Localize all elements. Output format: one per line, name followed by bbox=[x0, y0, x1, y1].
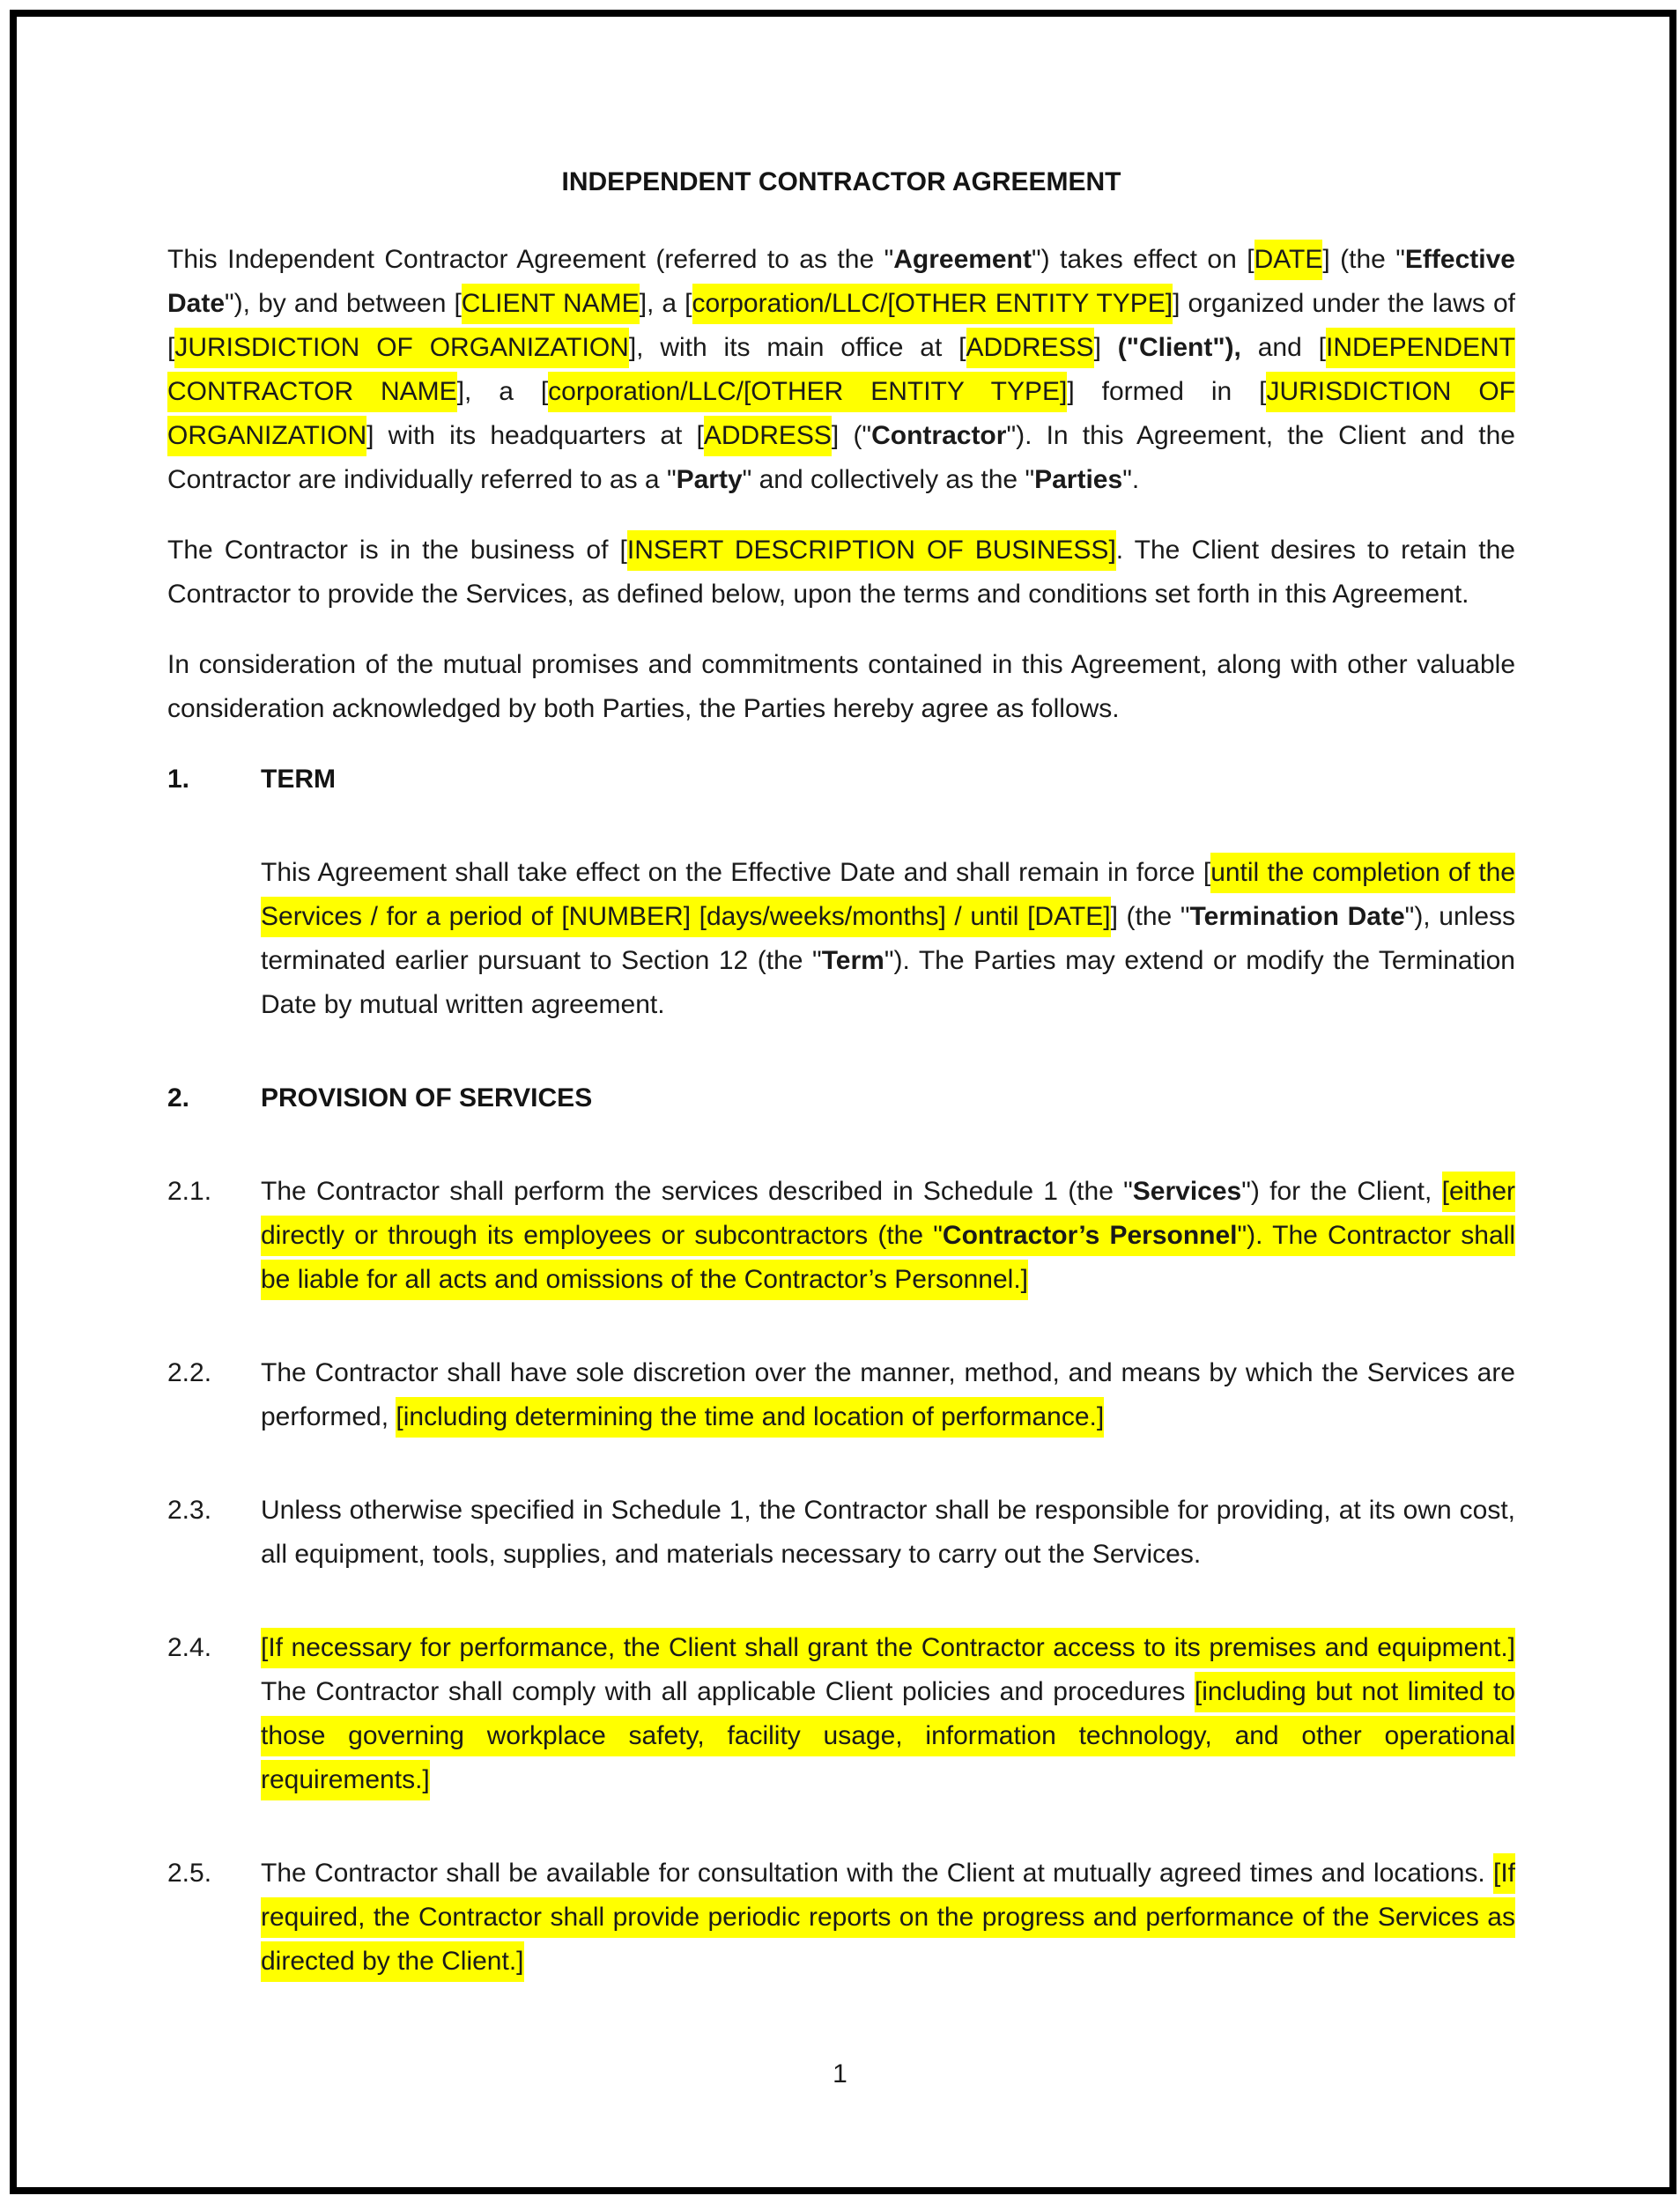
text-run: "). In this Agreement, the Client and the Contractor are individually referred to as a " bbox=[167, 421, 1515, 494]
text-run: ], a [ bbox=[456, 377, 549, 406]
clause-2-1 bbox=[167, 1170, 1515, 1302]
clause-number: 2.2. bbox=[167, 1358, 212, 1387]
clause-2-5 bbox=[167, 1852, 1515, 1984]
document-body bbox=[167, 238, 1515, 1984]
placeholder-highlight: Contractor’s Personnel bbox=[943, 1216, 1238, 1256]
text-run: "), unless terminated earlier pursuant to Section 12 (the " bbox=[261, 902, 1516, 975]
text-run: ] with its headquarters at [ bbox=[366, 421, 704, 450]
placeholder-highlight: "). The Contractor shall be liable for all acts and omissions of the Contractor’s Personnel.] bbox=[261, 1216, 1515, 1300]
text-run: The Contractor is in the business of [ bbox=[167, 536, 627, 565]
text-run: This Independent Contractor Agreement (referred to as the " bbox=[167, 245, 894, 274]
text-run: Party bbox=[676, 465, 743, 494]
placeholder-highlight: DATE bbox=[1254, 240, 1323, 280]
text-run: Services bbox=[1132, 1177, 1242, 1206]
text-run: In consideration of the mutual promises and commitments contained in this Agreement, along with other valuable consideration acknowledged by both Parties, the Parties hereby agree as follows. bbox=[167, 650, 1515, 723]
text-run: Effective Date bbox=[167, 245, 1515, 318]
text-run: The Contractor shall comply with all applicable Client policies and procedures bbox=[261, 1677, 1195, 1706]
text-run: Termination Date bbox=[1189, 902, 1405, 931]
text-run: The Contractor shall be available for consultation with the Client at mutually agreed times and locations. bbox=[261, 1859, 1493, 1888]
text-run: Parties bbox=[1034, 465, 1123, 494]
text-run: "). The Parties may extend or modify the Termination Date by mutual written agreement. bbox=[261, 946, 1515, 1019]
text-run: This Agreement shall take effect on the Effective Date and shall remain in force [ bbox=[261, 858, 1211, 887]
text-run: Agreement bbox=[893, 245, 1032, 274]
clause-text bbox=[261, 1170, 1515, 1302]
clause-text bbox=[261, 1626, 1515, 1802]
clause-2-4 bbox=[167, 1626, 1515, 1802]
text-run: ] organized under the laws of [ bbox=[167, 289, 1516, 362]
text-run: Term bbox=[821, 946, 884, 975]
placeholder-highlight: [If required, the Contractor shall provide periodic reports on the progress and performance of the Services as directed by the Client.] bbox=[261, 1853, 1515, 1982]
text-run: ] formed in [ bbox=[1067, 377, 1267, 406]
clause-text bbox=[261, 1489, 1515, 1577]
section-number: 1. bbox=[167, 765, 190, 794]
intro-paragraph bbox=[167, 238, 1515, 502]
text-run: ], with its main office at [ bbox=[628, 333, 966, 362]
placeholder-highlight: [If necessary for performance, the Client shall grant the Contractor access to its premises and equipment.] bbox=[261, 1628, 1515, 1668]
text-run: ". bbox=[1122, 465, 1140, 494]
section-number: 2. bbox=[167, 1083, 190, 1113]
placeholder-highlight: JURISDICTION OF ORGANIZATION bbox=[174, 328, 628, 368]
placeholder-highlight: ADDRESS bbox=[704, 416, 832, 456]
clause-number: 2.5. bbox=[167, 1859, 212, 1888]
clause-number: 2.3. bbox=[167, 1496, 212, 1525]
section-1-term bbox=[167, 758, 1515, 802]
section-heading-label: PROVISION OF SERVICES bbox=[261, 1083, 593, 1113]
placeholder-highlight: corporation/LLC/[OTHER ENTITY TYPE] bbox=[548, 372, 1067, 412]
document-title: INDEPENDENT CONTRACTOR AGREEMENT bbox=[561, 167, 1121, 196]
page-number: 1 bbox=[833, 2059, 847, 2088]
clause-number: 2.1. bbox=[167, 1177, 212, 1206]
document-content bbox=[167, 166, 1515, 1984]
placeholder-highlight: [either directly or through its employees or subcontractors (the " bbox=[261, 1172, 1515, 1256]
placeholder-highlight: INDEPENDENT CONTRACTOR NAME bbox=[167, 328, 1515, 412]
clause-2-3 bbox=[167, 1489, 1515, 1577]
text-run: and [ bbox=[1240, 333, 1326, 362]
text-run: " and collectively as the " bbox=[742, 465, 1035, 494]
section-heading-label: TERM bbox=[261, 765, 336, 794]
text-run: "), by and between [ bbox=[225, 289, 462, 318]
placeholder-highlight: [including determining the time and location of performance.] bbox=[396, 1397, 1104, 1438]
text-run: . The Client desires to retain the Contractor to provide the Services, as defined below, upon the terms and conditions set forth in this Agreement. bbox=[167, 536, 1515, 609]
section-2-provision-of-services bbox=[167, 1076, 1515, 1120]
placeholder-highlight: corporation/LLC/[OTHER ENTITY TYPE] bbox=[692, 284, 1173, 324]
text-run: ] bbox=[1093, 333, 1118, 362]
consideration-paragraph bbox=[167, 643, 1515, 731]
text-run: ], a [ bbox=[639, 289, 692, 318]
term-clause bbox=[261, 851, 1515, 1027]
text-run: The Contractor shall perform the services described in Schedule 1 (the " bbox=[261, 1177, 1133, 1206]
text-run: ("Client"), bbox=[1117, 333, 1241, 362]
text-run: ") takes effect on [ bbox=[1031, 245, 1254, 274]
text-run: ] (the " bbox=[1110, 902, 1190, 931]
placeholder-highlight: JURISDICTION OF ORGANIZATION bbox=[167, 372, 1515, 456]
clause-number: 2.4. bbox=[167, 1633, 212, 1662]
text-run: Unless otherwise specified in Schedule 1, the Contractor shall be responsible for providing, at its own cost, all equipment, tools, supplies, and materials necessary to carry out the Services. bbox=[261, 1496, 1515, 1569]
text-run: ] (" bbox=[831, 421, 872, 450]
clause-text bbox=[261, 1852, 1515, 1984]
placeholder-highlight: INSERT DESCRIPTION OF BUSINESS] bbox=[627, 530, 1116, 571]
text-run: Contractor bbox=[871, 421, 1007, 450]
placeholder-highlight: until the completion of the Services / for a period of [NUMBER] [days/weeks/months] / until [DATE] bbox=[261, 853, 1515, 937]
text-run: The Contractor shall have sole discretion over the manner, method, and means by which the Services are performed, bbox=[261, 1358, 1515, 1431]
placeholder-highlight: [including but not limited to those governing workplace safety, facility usage, information technology, and other operational requirements.] bbox=[261, 1672, 1515, 1800]
clause-2-2 bbox=[167, 1351, 1515, 1439]
clause-text bbox=[261, 1351, 1515, 1439]
placeholder-highlight: ADDRESS bbox=[966, 328, 1094, 368]
placeholder-highlight: CLIENT NAME bbox=[462, 284, 640, 324]
text-run: ] (the " bbox=[1322, 245, 1405, 274]
text-run: ") for the Client, bbox=[1241, 1177, 1442, 1206]
business-paragraph bbox=[167, 529, 1515, 617]
